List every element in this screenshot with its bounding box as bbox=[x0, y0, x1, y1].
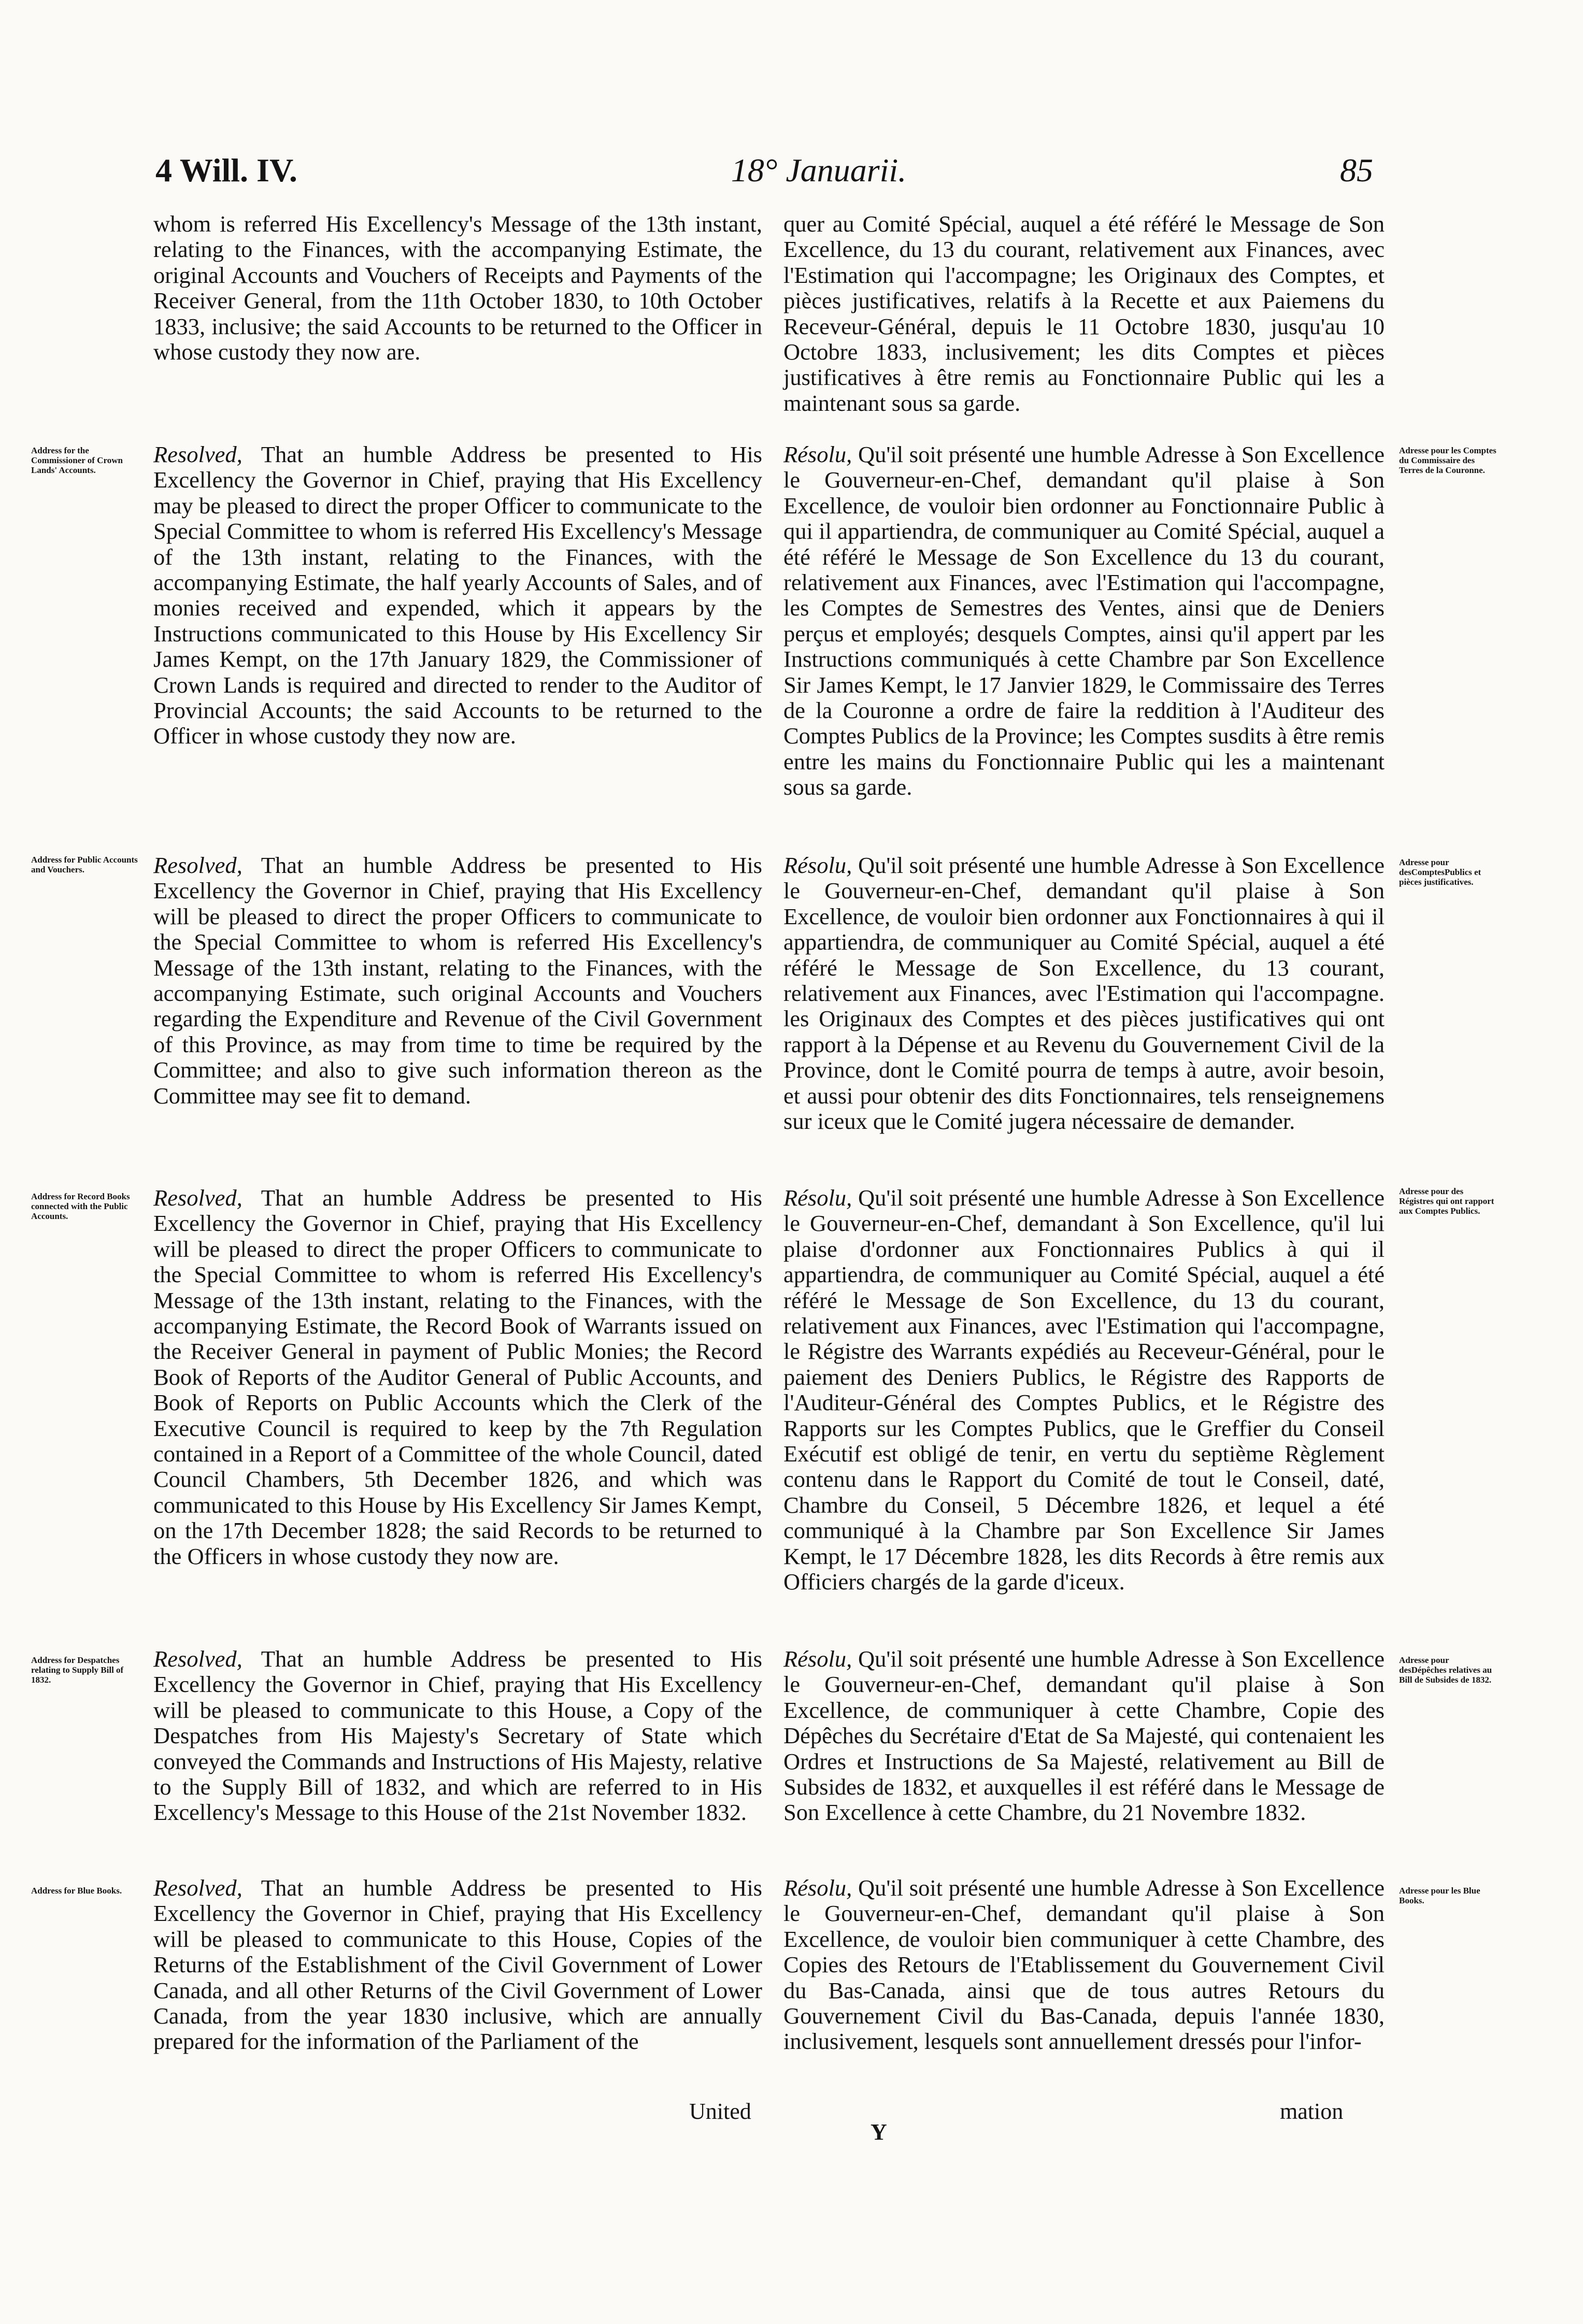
paragraph-text: That an humble Address be presented to His Excellency the Governor in Chief, praying that His Excellency may be pleased to direct the proper Officer to communicate to the Special Committee to whom is referred His Excellency's Message of the 13th instant, relating to the Finances, with the accompanying Estimate, the half yearly Accounts of Sales, and of monies received and expended, which it appears by the Instructions communicated to this House by His Excellency Sir James Kempt, on the 17th January 1829, the Commissioner of Crown Lands is required and directed to render to the Auditor of Provincial Accounts; the said Accounts to be returned to the Officer in whose custody they now are. bbox=[153, 441, 762, 749]
page-number: 85 bbox=[1340, 152, 1373, 189]
paragraph-text: That an humble Address be presented to His Excellency the Governor in Chief, praying that His Excellency will be pleased to communicate to this House, Copies of the Returns of the Establishment of the Civil Government of Lower Canada, and all other Returns of the Civil Government of Lower Canada, from the year 1830 inclusive, which are annually prepared for the information of the Parliament of the bbox=[153, 1875, 762, 2055]
english-paragraph-0: whom is referred His Excellency's Message of the 13th instant, relating to the Finances, with the accompanying Estimate, the original Accounts and Vouchers of Receipts and Payments of the Receiver General, from the 11th October 1830, to 10th October 1833, inclusive; the said Accounts to be returned to the Officer in whose custody they now are. bbox=[153, 211, 762, 365]
page-header bbox=[155, 151, 1373, 208]
margin-note-en-3: Address for Record Books connected with the Public Accounts. bbox=[31, 1192, 130, 1221]
resolved-label: Résolu, bbox=[783, 441, 852, 467]
resolved-label: Resolved, bbox=[153, 1185, 243, 1211]
paragraph-text: Qu'il soit présenté une humble Adresse à Son Excellence le Gouverneur-en-Chef, demandant qu'il plaise à Son Excellence, de vouloir bien ordonner aux Fonctionnaires à qui il appartiendra, de communiquer au Comité Spécial, auquel a été référé le Message de Son Excellence, du 13 courant, relativement aux Finances, avec l'Estimation qui l'accompagne. les Originaux des Comptes et des pièces justificatives qui ont rapport à la Dépense et au Revenu du Gouvernement Civil de la Province, dont le Comité pourra de temps à autre, avoir besoin, et aussi pour obtenir des dits Fonctionnaires, tels renseignemens sur iceux que le Comité jugera nécessaire de demander. bbox=[783, 852, 1385, 1135]
paragraph-text: Qu'il soit présenté une humble Adresse à Son Excellence le Gouverneur-en-Chef, demandant qu'il plaise à Son Excellence, de vouloir bien ordonner au Fonctionnaire Public à qui il appartiendra, de communiquer au Comité Spécial, auquel a été référé le Message de Son Excellence du 13 du courant, relativement aux Finances, avec l'Estimation qui l'accompagne, les Comptes de Semestres des Ventes, ainsi que de Deniers perçus et employés; desquels Comptes, ainsi qu'il appert par les Instructions communiqués à cette Chambre par Son Excellence Sir James Kempt, le 17 Janvier 1829, le Commissaire des Terres de la Couronne a ordre de faire la reddition à l'Auditeur des Comptes Publics de la Province; les Comptes susdits à être remis entre les mains du Fonctionnaire Public qui les a maintenant sous sa garde. bbox=[783, 441, 1385, 800]
english-paragraph-3 bbox=[153, 1185, 762, 1569]
english-catchword: United bbox=[689, 2099, 751, 2124]
margin-note-fr-2: Adresse pour desComptesPublics et pièces justificatives. bbox=[1399, 857, 1481, 887]
session-date: 18° Januarii. bbox=[731, 152, 907, 189]
signature-mark: Y bbox=[871, 2119, 887, 2145]
paragraph-text: That an humble Address be presented to His Excellency the Governor in Chief, praying that His Excellency will be pleased to communicate to this House, a Copy of the Despatches from His Majesty's Secretary of State which conveyed the Commands and Instructions of His Majesty, relative to the Supply Bill of 1832, and which are referred to in His Excellency's Message to this House of the 21st November 1832. bbox=[153, 1646, 762, 1826]
english-paragraph-1 bbox=[153, 442, 762, 749]
resolved-label: Résolu, bbox=[783, 1185, 852, 1211]
margin-note-fr-5: Adresse pour les Blue Books. bbox=[1399, 1886, 1480, 1905]
paragraph-text: Qu'il soit présenté une humble Adresse à Son Excellence le Gouverneur-en-Chef, demandant qu'il plaise à Son Excellence, de communiquer à cette Chambre, Copie des Dépêches du Secrétaire d'Etat de Sa Majesté, qui contenaient les Ordres et Instructions de Sa Majesté, relativement au Bill de Subsides de 1832, et auxquelles il est référé dans le Message de Son Excellence à cette Chambre, du 21 Novembre 1832. bbox=[783, 1646, 1385, 1826]
french-paragraph-1 bbox=[783, 442, 1385, 800]
resolved-label: Résolu, bbox=[783, 1875, 852, 1901]
french-paragraph-5 bbox=[783, 1875, 1385, 2055]
margin-note-fr-3: Adresse pour des Régistres qui ont rapport aux Comptes Publics. bbox=[1399, 1186, 1494, 1216]
french-catchword: mation bbox=[1280, 2099, 1344, 2124]
regnal-year: 4 Will. IV. bbox=[155, 152, 297, 189]
resolved-label: Resolved, bbox=[153, 1875, 243, 1901]
resolved-label: Résolu, bbox=[783, 852, 852, 878]
margin-note-fr-1: Adresse pour les Comptes du Commissaire des Terres de la Couronne. bbox=[1399, 446, 1496, 475]
paragraph-text: That an humble Address be presented to His Excellency the Governor in Chief, praying that His Excellency will be pleased to direct the proper Officers to communicate to the Special Committee to whom is referred His Excellency's Message of the 13th instant, relating to the Finances, with the accompanying Estimate, the Record Book of Warrants issued on the Receiver General in payment of Public Monies; the Record Book of Reports of the Auditor General of Public Accounts, and Book of Reports on Public Accounts which the Clerk of the Executive Council is required to keep by the 7th Regulation contained in a Report of a Committee of the whole Council, dated Council Chambers, 5th December 1826, and which was communicated to this House by His Excellency Sir James Kempt, on the 17th December 1828; the said Records to be returned to the Officers in whose custody they now are. bbox=[153, 1185, 762, 1569]
margin-note-en-2: Address for Public Accounts and Vouchers. bbox=[31, 855, 138, 874]
paragraph-text: Qu'il soit présenté une humble Adresse à Son Excellence le Gouverneur-en-Chef, demandant à Son Excellence, qu'il lui plaise d'ordonner aux Fonctionnaires Publics à qui il appartiendra, de communiquer au Comité Spécial, auquel a été référé le Message de Son Excellence, du 13 du courant, relativement aux Finances, avec l'Estimation qui l'accompagne, le Régistre des Warrants expédiés au Receveur-Général, pour le paiement des Deniers Publics, le Régistre des Rapports de l'Auditeur-Général des Comptes Publics, et le Régistre des Rapports sur les Comptes Publics, que le Greffier du Conseil Exécutif est obligé de tenir, en vertu du septième Règlement contenu dans le Rapport du Comité de tout le Conseil, daté, Chambre du Conseil, 5 Décembre 1826, et lequel a été communiqué à la Chambre par Son Excellence Sir James Kempt, le 17 Décembre 1828, les dits Records à être remis aux Officiers chargés de la garde d'iceux. bbox=[783, 1185, 1385, 1595]
french-paragraph-0: quer au Comité Spécial, auquel a été référé le Message de Son Excellence, du 13 du courant, relativement aux Finances, avec l'Estimation qui l'accompagne; les Originaux des Comptes, et pièces justificatives, relatifs à la Recette et aux Paiemens du Receveur-Général, depuis le 11 Octobre 1830, jusqu'au 10 Octobre 1833, inclusivement; les dits Comptes et pièces justificatives à être remis au Fonctionnaire Public qui les a maintenant sous sa garde. bbox=[783, 211, 1385, 416]
paragraph-text: That an humble Address be presented to His Excellency the Governor in Chief, praying that His Excellency will be pleased to direct the proper Officers to communicate to the Special Committee to whom is referred His Excellency's Message of the 13th instant, relating to the Finances, with the accompanying Estimate, such original Accounts and Vouchers regarding the Expenditure and Revenue of the Civil Government of this Province, as may from time to time be required by the Committee; and also to give such information thereon as the Committee may see fit to demand. bbox=[153, 852, 762, 1109]
english-paragraph-4 bbox=[153, 1646, 762, 1826]
english-paragraph-5 bbox=[153, 1875, 762, 2055]
resolved-label: Resolved, bbox=[153, 441, 243, 467]
resolved-label: Resolved, bbox=[153, 1646, 243, 1672]
french-paragraph-2 bbox=[783, 853, 1385, 1134]
margin-note-en-1: Address for the Commissioner of Crown Lands' Accounts. bbox=[31, 446, 123, 475]
margin-note-fr-4: Adresse pour desDépêches relatives au Bill de Subsides de 1832. bbox=[1399, 1655, 1492, 1685]
french-paragraph-3 bbox=[783, 1185, 1385, 1595]
paragraph-text: Qu'il soit présenté une humble Adresse à Son Excellence le Gouverneur-en-Chef, demandant qu'il plaise à Son Excellence, de vouloir bien communiquer à cette Chambre, des Copies des Retours de l'Etablissement du Gouvernement Civil du Bas-Canada, ainsi que de tous autres Retours du Gouvernement Civil du Bas-Canada, depuis l'année 1830, inclusivement, lesquels sont annuellement dressés pour l'infor- bbox=[783, 1875, 1385, 2055]
resolved-label: Résolu, bbox=[783, 1646, 852, 1672]
resolved-label: Resolved, bbox=[153, 852, 243, 878]
margin-note-en-5: Address for Blue Books. bbox=[31, 1886, 122, 1896]
margin-note-en-4: Address for Despatches relating to Supply Bill of 1832. bbox=[31, 1655, 124, 1685]
english-paragraph-2 bbox=[153, 853, 762, 1109]
french-paragraph-4 bbox=[783, 1646, 1385, 1826]
